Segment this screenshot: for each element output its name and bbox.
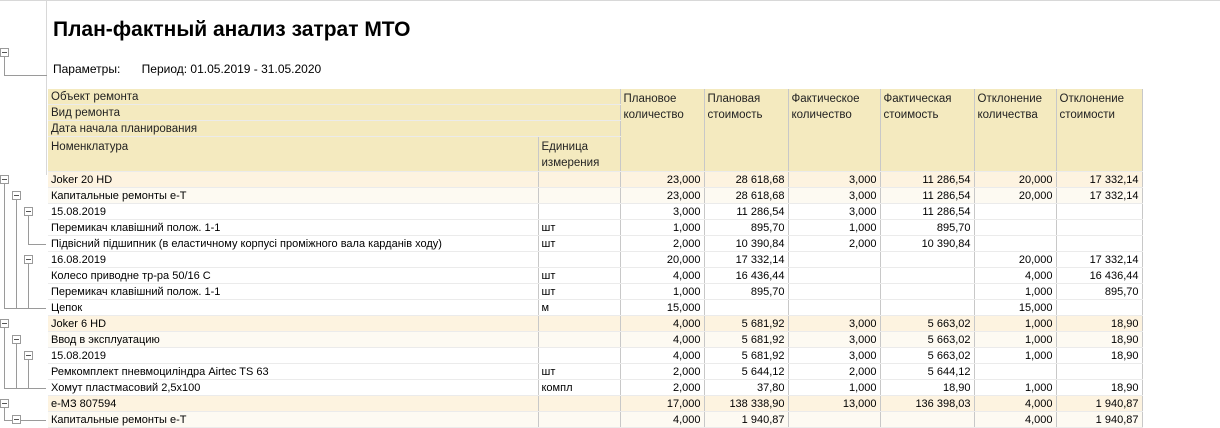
- cell-unit: [538, 188, 620, 204]
- cell-pq: 2,000: [620, 236, 704, 252]
- parameters-label: Параметры:: [53, 62, 121, 76]
- cell-fq: 3,000: [788, 332, 880, 348]
- collapse-row-icon[interactable]: [24, 351, 33, 360]
- header-dev-qty: Отклонение количества: [974, 89, 1056, 172]
- cell-unit: шт: [538, 364, 620, 380]
- cell-fc: 5 663,02: [880, 316, 974, 332]
- cell-fq: [788, 252, 880, 268]
- cell-dc: [1056, 204, 1142, 220]
- cell-name: Хомут пластмасовий 2,5х100: [48, 380, 538, 396]
- collapse-row-icon[interactable]: [0, 399, 9, 408]
- cell-dq: 20,000: [974, 172, 1056, 188]
- tree-line: [4, 328, 5, 388]
- tree-line: [28, 360, 29, 388]
- cell-name: 15.08.2019: [48, 348, 538, 364]
- table-row: [48, 364, 1142, 380]
- cell-pc: 5 681,92: [704, 332, 788, 348]
- cell-dc: 18,90: [1056, 380, 1142, 396]
- cell-dq: [974, 364, 1056, 380]
- tree-line: [28, 264, 29, 308]
- cell-dc: 1 940,87: [1056, 412, 1142, 428]
- cell-pq: 4,000: [620, 316, 704, 332]
- cell-fc: [880, 268, 974, 284]
- cell-dq: 1,000: [974, 380, 1056, 396]
- table-row: [48, 380, 1142, 396]
- cell-unit: шт: [538, 236, 620, 252]
- cell-fc: 11 286,54: [880, 172, 974, 188]
- cell-pq: 4,000: [620, 348, 704, 364]
- table-row[interactable]: [48, 172, 1142, 188]
- cell-fc: 10 390,84: [880, 236, 974, 252]
- cell-dc: 895,70: [1056, 284, 1142, 300]
- report-title: План-фактный анализ затрат МТО: [53, 18, 411, 41]
- cell-pc: 28 618,68: [704, 172, 788, 188]
- cell-dq: 4,000: [974, 412, 1056, 428]
- cell-unit: шт: [538, 220, 620, 236]
- cell-fq: 3,000: [788, 188, 880, 204]
- cell-pq: 3,000: [620, 204, 704, 220]
- cell-unit: [538, 348, 620, 364]
- tree-line: [16, 200, 17, 308]
- tree-connector: [4, 57, 47, 76]
- table-row: [48, 268, 1142, 284]
- cell-dc: [1056, 220, 1142, 236]
- table-row[interactable]: [48, 316, 1142, 332]
- cell-fq: [788, 268, 880, 284]
- cell-fc: [880, 300, 974, 316]
- cell-pc: 28 618,68: [704, 188, 788, 204]
- report-parameters: [53, 62, 321, 76]
- cell-dq: 1,000: [974, 284, 1056, 300]
- collapse-header-icon[interactable]: [0, 48, 9, 57]
- cell-fq: 3,000: [788, 348, 880, 364]
- cell-fq: 13,000: [788, 396, 880, 412]
- cell-unit: шт: [538, 284, 620, 300]
- cell-fq: 1,000: [788, 380, 880, 396]
- cell-name: Капитальные ремонты е-Т: [48, 188, 538, 204]
- report-table: [48, 89, 1143, 428]
- cell-name: Ввод в эксплуатацию: [48, 332, 538, 348]
- cell-unit: [538, 252, 620, 268]
- cell-fc: 11 286,54: [880, 204, 974, 220]
- cell-name: Колесо приводне тр-ра 50/16 С: [48, 268, 538, 284]
- left-margin-line: [46, 0, 47, 175]
- header-unit: Единица измерения: [538, 137, 620, 172]
- table-row: [48, 284, 1142, 300]
- tree-line: [4, 420, 46, 421]
- table-row: [48, 236, 1142, 252]
- cell-dc: [1056, 300, 1142, 316]
- cell-fc: 11 286,54: [880, 188, 974, 204]
- cell-dq: 4,000: [974, 268, 1056, 284]
- cell-dq: 1,000: [974, 316, 1056, 332]
- cell-dc: 18,90: [1056, 332, 1142, 348]
- cell-pq: 4,000: [620, 412, 704, 428]
- cell-pc: 37,80: [704, 380, 788, 396]
- cell-name: Ремкомплект пневмоциліндра Airtec TS 63: [48, 364, 538, 380]
- cell-pq: 2,000: [620, 380, 704, 396]
- cell-fq: [788, 300, 880, 316]
- cell-unit: компл: [538, 380, 620, 396]
- cell-pc: 5 681,92: [704, 316, 788, 332]
- collapse-row-icon[interactable]: [12, 191, 21, 200]
- cell-pc: 895,70: [704, 220, 788, 236]
- header-fact-qty: Фактическое количество: [788, 89, 880, 172]
- header-plan-cost: Плановая стоимость: [704, 89, 788, 172]
- cell-dc: 1 940,87: [1056, 396, 1142, 412]
- cell-pq: 17,000: [620, 396, 704, 412]
- cell-unit: м: [538, 300, 620, 316]
- cell-name: Підвісний підшипник (в еластичному корпусі проміжного вала карданів ходу): [48, 236, 538, 252]
- cell-dq: [974, 204, 1056, 220]
- cell-fc: 18,90: [880, 380, 974, 396]
- cell-pc: 5 681,92: [704, 348, 788, 364]
- cell-dq: [974, 236, 1056, 252]
- header-repair-type: Вид ремонта: [48, 105, 620, 121]
- tree-line: [28, 244, 46, 245]
- cell-dq: 20,000: [974, 188, 1056, 204]
- collapse-row-icon[interactable]: [12, 415, 21, 424]
- header-nomenclature: Номенклатура: [48, 137, 538, 172]
- cell-pq: 23,000: [620, 188, 704, 204]
- table-row[interactable]: [48, 204, 1142, 220]
- cell-pq: 4,000: [620, 332, 704, 348]
- cell-fq: 3,000: [788, 204, 880, 220]
- cell-fc: 136 398,03: [880, 396, 974, 412]
- tree-line: [28, 308, 46, 309]
- header-fact-cost: Фактическая стоимость: [880, 89, 974, 172]
- tree-line: [28, 216, 29, 244]
- cell-pq: 1,000: [620, 220, 704, 236]
- table-row[interactable]: [48, 348, 1142, 364]
- cell-dc: 18,90: [1056, 348, 1142, 364]
- cell-pq: 20,000: [620, 252, 704, 268]
- header-dev-cost: Отклонение стоимости: [1056, 89, 1142, 172]
- period-value: Период: 01.05.2019 - 31.05.2020: [141, 62, 322, 76]
- top-border: [0, 0, 1220, 1]
- cell-name: Перемикач клавішний полож. 1-1: [48, 220, 538, 236]
- cell-pc: 11 286,54: [704, 204, 788, 220]
- cell-dq: 15,000: [974, 300, 1056, 316]
- header-plan-qty: Плановое количество: [620, 89, 704, 172]
- cell-dq: 1,000: [974, 332, 1056, 348]
- table-row[interactable]: [48, 332, 1142, 348]
- tree-line: [16, 344, 17, 388]
- cell-fq: 2,000: [788, 236, 880, 252]
- cell-dc: 17 332,14: [1056, 252, 1142, 268]
- cell-unit: [538, 316, 620, 332]
- cell-pc: 5 644,12: [704, 364, 788, 380]
- cell-fq: 1,000: [788, 220, 880, 236]
- cell-unit: [538, 204, 620, 220]
- table-row[interactable]: [48, 252, 1142, 268]
- cell-fq: [788, 284, 880, 300]
- cell-dc: [1056, 236, 1142, 252]
- cell-pq: 1,000: [620, 284, 704, 300]
- header-plan-date: Дата начала планирования: [48, 121, 620, 137]
- cell-pc: 895,70: [704, 284, 788, 300]
- table-row[interactable]: [48, 188, 1142, 204]
- cell-fq: 3,000: [788, 172, 880, 188]
- cell-dq: 1,000: [974, 348, 1056, 364]
- cell-name: Перемикач клавішний полож. 1-1: [48, 284, 538, 300]
- tree-line: [4, 184, 5, 308]
- cell-name: е-МЗ 807594: [48, 396, 538, 412]
- cell-name: Joker 20 HD: [48, 172, 538, 188]
- collapse-row-icon[interactable]: [12, 335, 21, 344]
- cell-pc: 10 390,84: [704, 236, 788, 252]
- cell-name: Joker 6 HD: [48, 316, 538, 332]
- cell-pc: 17 332,14: [704, 252, 788, 268]
- cell-dc: 18,90: [1056, 316, 1142, 332]
- cell-unit: [538, 172, 620, 188]
- cell-pc: 1 940,87: [704, 412, 788, 428]
- header-object: Объект ремонта: [48, 89, 620, 105]
- cell-fc: 5 663,02: [880, 348, 974, 364]
- cell-pc: [704, 300, 788, 316]
- cell-fq: 3,000: [788, 316, 880, 332]
- cell-fc: 895,70: [880, 220, 974, 236]
- tree-line: [28, 388, 46, 389]
- cell-dc: 17 332,14: [1056, 188, 1142, 204]
- cell-pq: 15,000: [620, 300, 704, 316]
- cell-pc: 138 338,90: [704, 396, 788, 412]
- cell-pq: 4,000: [620, 268, 704, 284]
- collapse-row-icon[interactable]: [0, 319, 9, 328]
- cell-dc: [1056, 364, 1142, 380]
- collapse-row-icon[interactable]: [24, 255, 33, 264]
- cell-dq: [974, 220, 1056, 236]
- cell-fc: 5 644,12: [880, 364, 974, 380]
- table-row[interactable]: [48, 396, 1142, 412]
- collapse-row-icon[interactable]: [0, 175, 9, 184]
- cell-unit: [538, 396, 620, 412]
- cell-dq: 20,000: [974, 252, 1056, 268]
- cell-fq: 2,000: [788, 364, 880, 380]
- table-row: [48, 300, 1142, 316]
- cell-name: Цепок: [48, 300, 538, 316]
- table-row: [48, 220, 1142, 236]
- cell-dq: 4,000: [974, 396, 1056, 412]
- cell-dc: 16 436,44: [1056, 268, 1142, 284]
- cell-name: Капитальные ремонты е-Т: [48, 412, 538, 428]
- cell-fc: [880, 284, 974, 300]
- cell-name: 15.08.2019: [48, 204, 538, 220]
- cell-unit: шт: [538, 268, 620, 284]
- collapse-row-icon[interactable]: [24, 207, 33, 216]
- cell-fc: 5 663,02: [880, 332, 974, 348]
- cell-fc: [880, 252, 974, 268]
- cell-pq: 2,000: [620, 364, 704, 380]
- cell-name: 16.08.2019: [48, 252, 538, 268]
- cell-dc: 17 332,14: [1056, 172, 1142, 188]
- cell-pc: 16 436,44: [704, 268, 788, 284]
- cell-pq: 23,000: [620, 172, 704, 188]
- cell-unit: [538, 332, 620, 348]
